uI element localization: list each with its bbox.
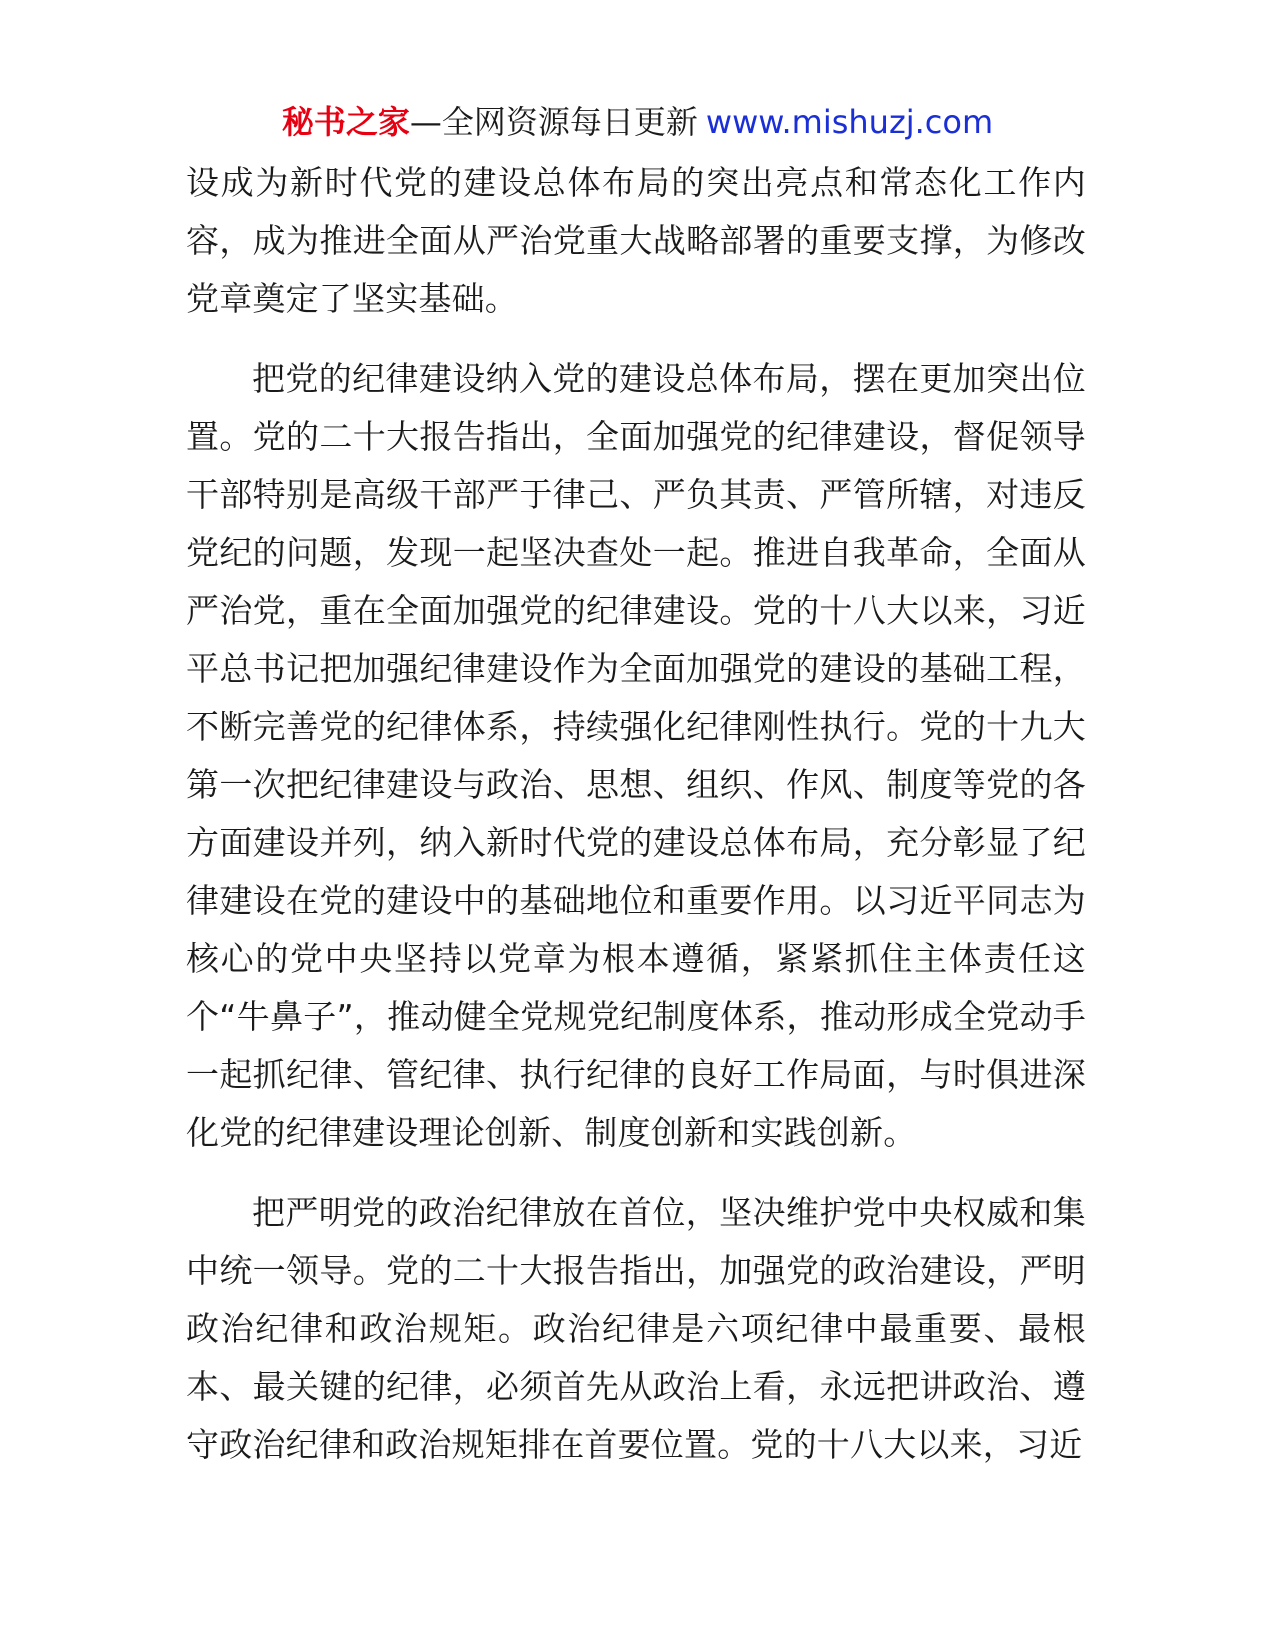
paragraph-political-discipline: 把严明党的政治纪律放在首位，坚决维护党中央权威和集中统一领导。党的二十大报告指出，加强党的政治建设，严明政治纪律和政治规矩。政治纪律是六项纪律中最重要、最根本、最关键的纪律，必须首先从政治上看，永远把讲政治、遵守政治纪律和政治规矩排在首要位置。党的十八大以来，习近 xyxy=(186,1193,1086,1464)
paragraph-continued: 设成为新时代党的建设总体布局的突出亮点和常态化工作内容，成为推进全面从严治党重大战略部署的重要支撑，为修改党章奠定了坚实基础。 xyxy=(186,163,1086,318)
document-body xyxy=(186,154,1086,1496)
site-url-link[interactable]: www.mishuzj.com xyxy=(705,103,994,141)
site-header xyxy=(0,100,1275,144)
header-tagline: 全网资源每日更新 xyxy=(441,103,698,141)
header-dash: — xyxy=(409,103,442,141)
site-brand: 秘书之家 xyxy=(281,103,410,141)
paragraph-discipline-building: 把党的纪律建设纳入党的建设总体布局，摆在更加突出位置。党的二十大报告指出，全面加强党的纪律建设，督促领导干部特别是高级干部严于律己、严负其责、严管所辖，对违反党纪的问题，发现一起坚决查处一起。推进自我革命，全面从严治党，重在全面加强党的纪律建设。党的十八大以来，习近平总书记把加强纪律建设作为全面加强党的建设的基础工程，不断完善党的纪律体系，持续强化纪律刚性执行。党的十九大第一次把纪律建设与政治、思想、组织、作风、制度等党的各方面建设并列，纳入新时代党的建设总体布局，充分彰显了纪律建设在党的建设中的基础地位和重要作用。以习近平同志为核心的党中央坚持以党章为根本遵循，紧紧抓住主体责任这个“牛鼻子”，推动健全党规党纪制度体系，推动形成全党动手一起抓纪律、管纪律、执行纪律的良好工作局面，与时俱进深化党的纪律建设理论创新、制度创新和实践创新。 xyxy=(186,359,1086,1152)
